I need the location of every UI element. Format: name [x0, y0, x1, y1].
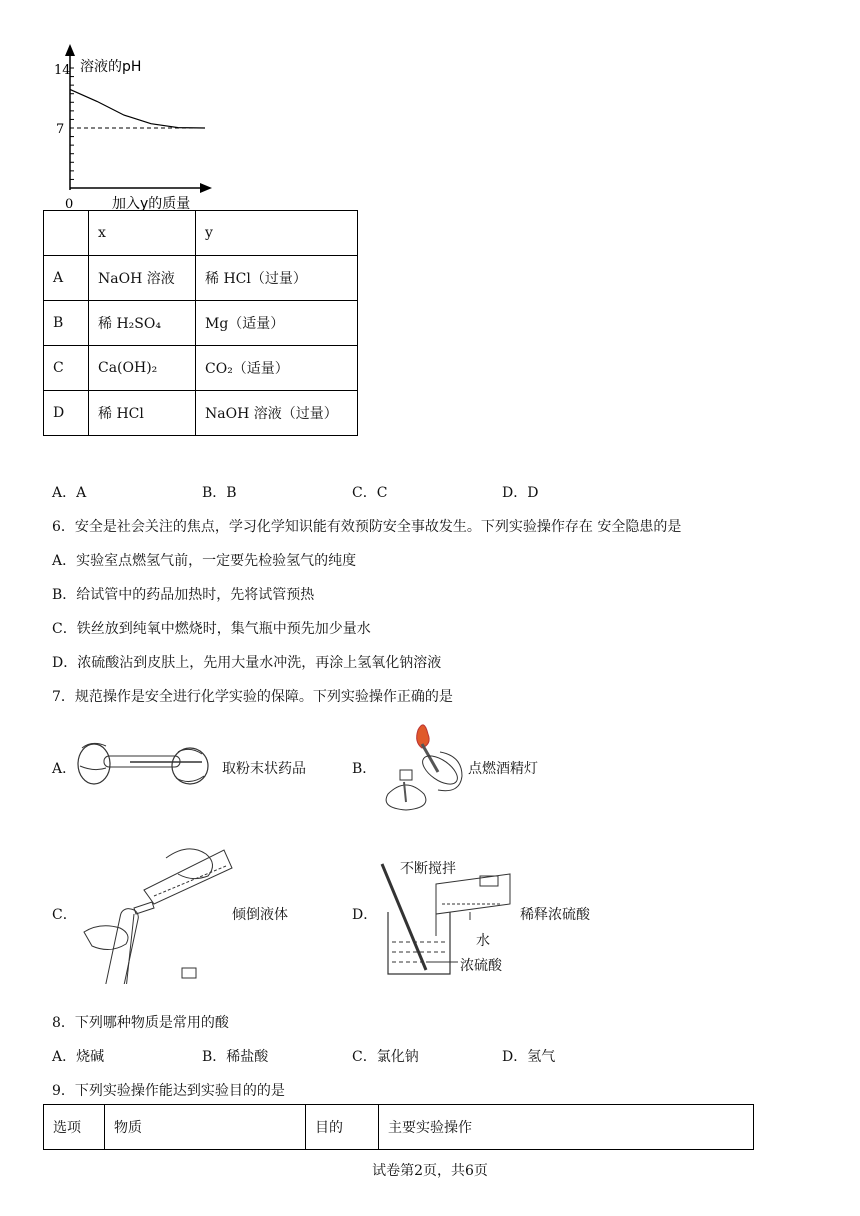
table-cell: y: [196, 211, 358, 256]
q6-option-b[interactable]: B．给试管中的药品加热时，先将试管预热: [52, 587, 315, 603]
table-cell: Mg（适量）: [196, 301, 358, 346]
origin-label: 0: [65, 197, 74, 212]
table-header-row: [44, 211, 358, 256]
q5-option-a[interactable]: A．A: [52, 485, 87, 501]
table-cell: 稀 HCl: [89, 391, 196, 436]
table-cell: CO₂（适量）: [196, 346, 358, 391]
q9-stem: 9．下列实验操作能达到实验目的的是: [52, 1083, 285, 1099]
table-cell: 选项: [44, 1105, 105, 1150]
q5-option-c[interactable]: C．C: [352, 485, 388, 501]
table-cell: A: [44, 256, 89, 301]
tick-label-7: 7: [56, 122, 65, 137]
q8-option-d[interactable]: D．氢气: [502, 1049, 556, 1065]
table-cell: NaOH 溶液（过量）: [196, 391, 358, 436]
q7-option-d-letter[interactable]: D．: [352, 907, 378, 923]
q6-stem: 6．安全是社会关注的焦点，学习化学知识能有效预防安全事故发生。下列实验操作存在 安全隐患的是: [52, 519, 682, 535]
q7-option-c-text: 倾倒液体: [232, 907, 288, 923]
table-row: [44, 346, 358, 391]
powder-tube-illustration: [74, 726, 216, 790]
table-cell: 主要实验操作: [379, 1105, 754, 1150]
ph-chart: [40, 40, 230, 212]
y-axis-label: 溶液的pH: [80, 59, 142, 75]
q7-option-c-letter[interactable]: C．: [52, 907, 77, 923]
tick-label-14: 14: [54, 63, 71, 78]
table-cell: 稀 HCl（过量）: [196, 256, 358, 301]
table-cell: NaOH 溶液: [89, 256, 196, 301]
q8-stem: 8．下列哪种物质是常用的酸: [52, 1015, 229, 1031]
table-row: [44, 301, 358, 346]
stir-label: 不断搅拌: [400, 861, 456, 877]
table-cell: 稀 H₂SO₄: [89, 301, 196, 346]
q6-option-c[interactable]: C．铁丝放到纯氧中燃烧时，集气瓶中预先加少量水: [52, 621, 371, 637]
q7-option-a-letter[interactable]: A．: [52, 761, 77, 777]
q5-option-d[interactable]: D．D: [502, 485, 539, 501]
q7-stem: 7．规范操作是安全进行化学实验的保障。下列实验操作正确的是: [52, 689, 453, 705]
q7-option-d-text: 稀释浓硫酸: [520, 907, 590, 923]
pouring-liquid-illustration: [74, 834, 234, 984]
table-row: [44, 256, 358, 301]
x-axis-label: 加入y的质量: [112, 196, 191, 212]
table-cell: Ca(OH)₂: [89, 346, 196, 391]
water-label: 水: [476, 933, 490, 949]
table-header-row: [44, 1105, 754, 1150]
table-row: [44, 391, 358, 436]
table-cell: x: [89, 211, 196, 256]
alcohol-lamp-illustration: [378, 720, 470, 816]
page-footer: 试卷第2页，共6页: [372, 1163, 488, 1179]
q7-option-b-letter[interactable]: B．: [352, 761, 377, 777]
q8-option-b[interactable]: B．稀盐酸: [202, 1049, 269, 1065]
table-cell: 物质: [105, 1105, 306, 1150]
ph-curve: [70, 89, 205, 128]
q6-option-d[interactable]: D．浓硫酸沾到皮肤上，先用大量水冲洗，再涂上氢氧化钠溶液: [52, 655, 442, 671]
table-cell: 目的: [306, 1105, 379, 1150]
q9-table: [43, 1104, 754, 1150]
q6-option-a[interactable]: A．实验室点燃氢气前，一定要先检验氢气的纯度: [52, 553, 357, 569]
q8-option-c[interactable]: C．氯化钠: [352, 1049, 419, 1065]
table-cell: [44, 211, 89, 256]
table-cell: B: [44, 301, 89, 346]
acid-label: 浓硫酸: [460, 958, 502, 974]
table-cell: D: [44, 391, 89, 436]
q7-option-a-text: 取粉末状药品: [222, 761, 306, 777]
xy-options-table: [43, 210, 358, 436]
q5-option-b[interactable]: B．B: [202, 485, 237, 501]
table-cell: C: [44, 346, 89, 391]
x-axis: [70, 183, 212, 193]
q7-option-b-text: 点燃酒精灯: [468, 761, 538, 777]
q8-option-a[interactable]: A．烧碱: [52, 1049, 105, 1065]
